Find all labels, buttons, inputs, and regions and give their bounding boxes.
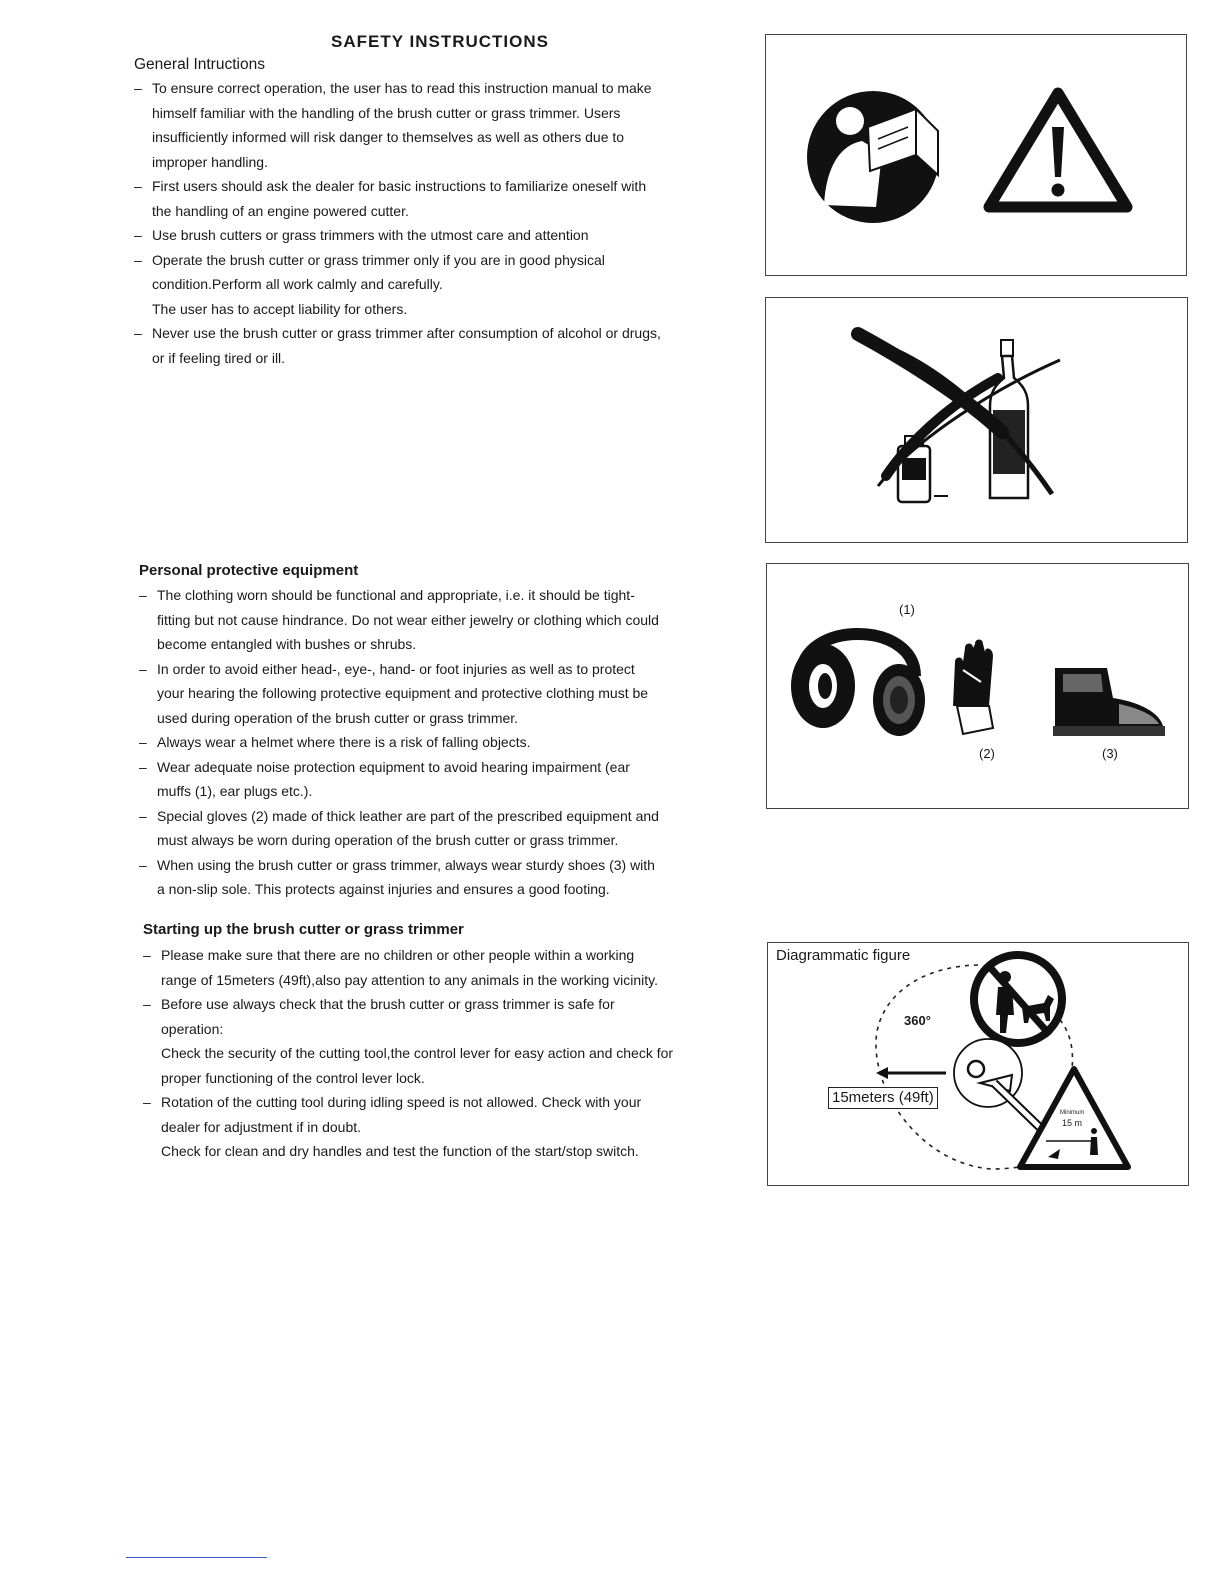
bullet-dash: – [139, 660, 147, 677]
sign-caption-label: Minimum [1060, 1110, 1085, 1116]
bullet-dash: – [139, 734, 147, 750]
working-range-diagram-panel [767, 942, 1189, 1186]
bullet-dash: – [139, 807, 147, 824]
page-title: SAFETY INSTRUCTIONS [331, 32, 549, 51]
list-item-line: Never use the brush cutter or grass trimmer after consumption of alcohol or drugs, [152, 325, 661, 341]
list-item [139, 657, 749, 731]
list-item-line: Operate the brush cutter or grass trimmer only if you are in good physical [152, 251, 605, 268]
boot-icon [1053, 668, 1165, 736]
ppe-heading: Personal protective equipment [139, 562, 359, 579]
list-item-line: First users should ask the dealer for basic instructions to familiarize oneself with [152, 178, 647, 194]
list-item [134, 248, 744, 322]
general-heading: General Intructions [134, 56, 265, 73]
list-item [143, 943, 753, 992]
list-item-line: Use brush cutters or grass trimmers with the utmost care and attention [152, 227, 589, 243]
bullet-dash: – [134, 251, 142, 268]
read-manual-icon [807, 91, 939, 223]
list-item-line: Wear adequate noise protection equipment to avoid hearing impairment (ear [157, 758, 630, 775]
list-item [139, 755, 749, 804]
list-item-line: must always be worn during operation of the brush cutter or grass trimmer. [157, 832, 619, 848]
list-item-line: To ensure correct operation, the user has to read this instruction manual to make [152, 80, 652, 96]
gloves-label: (2) [979, 746, 995, 761]
working-range-label: 15meters (49ft) [828, 1087, 938, 1109]
bullet-dash: – [134, 325, 142, 341]
list-item [139, 730, 749, 755]
list-item [134, 76, 744, 174]
list-item-line: When using the brush cutter or grass trimmer, always wear sturdy shoes (3) with [157, 856, 655, 873]
list-item-line: the handling of an engine powered cutter. [152, 202, 409, 219]
list-item-line: improper handling. [152, 153, 268, 170]
list-item [134, 174, 744, 223]
list-item-line: your hearing the following protective equipment and protective clothing must be [157, 685, 649, 701]
list-item [143, 992, 753, 1090]
ppe-panel [766, 563, 1189, 809]
list-item-line: proper functioning of the control lever lock. [161, 1069, 425, 1086]
list-item-line: Rotation of the cutting tool during idling speed is not allowed. Check with your [161, 1094, 642, 1110]
glove-icon [953, 640, 993, 735]
list-item-line: Check for clean and dry handles and test the function of the start/stop switch. [161, 1143, 639, 1159]
bullet-dash: – [139, 587, 147, 603]
bullet-dash: – [139, 856, 147, 873]
ear-muffs-label: (1) [899, 602, 915, 617]
list-item-line: or if feeling tired or ill. [152, 349, 286, 366]
bullet-dash: – [143, 1094, 151, 1110]
bullet-dash: – [139, 758, 147, 775]
warning-triangle-icon [989, 93, 1127, 207]
general-list [134, 76, 744, 370]
no-alcohol-panel [765, 297, 1188, 543]
list-item-line: used during operation of the brush cutter or grass trimmer. [157, 709, 519, 726]
list-item-line: In order to avoid either head-, eye-, hand- or foot injuries as well as to protect [157, 660, 635, 677]
list-item-line: become entangled with bushes or shrubs. [157, 636, 417, 652]
range-arrow [876, 1067, 946, 1079]
footer-rule [126, 1557, 267, 1558]
list-item-line: Check the security of the cutting tool,the control lever for easy action and check for [161, 1045, 674, 1061]
startup-list [143, 943, 753, 1164]
bullet-dash: – [143, 996, 151, 1012]
bullet-dash: – [143, 947, 151, 963]
read-manual-warning-panel [765, 34, 1187, 276]
list-item-line: himself familiar with the handling of the brush cutter or grass trimmer. Users [152, 104, 621, 121]
shoes-label: (3) [1102, 746, 1118, 761]
list-item-line: Please make sure that there are no children or other people within a working [161, 947, 635, 963]
ppe-list [139, 583, 749, 902]
list-item-line: dealer for adjustment if in doubt. [161, 1118, 362, 1135]
ear-muffs-icon [791, 634, 925, 736]
bullet-dash: – [134, 80, 142, 96]
bullet-dash: – [134, 227, 142, 243]
list-item-line: insufficiently informed will risk danger to themselves as well as others due to [152, 129, 625, 145]
prohibition-cross-icon [858, 334, 1060, 494]
diagram-title: Diagrammatic figure [776, 947, 911, 964]
list-item-line: fitting but not cause hindrance. Do not wear either jewelry or clothing which could [157, 611, 659, 628]
list-item-line: The clothing worn should be functional and appropriate, i.e. it should be tight- [157, 587, 635, 603]
list-item-line: range of 15meters (49ft),also pay attention to any animals in the working vicinity. [161, 971, 658, 988]
list-item-line: Special gloves (2) made of thick leather are part of the prescribed equipment and [157, 807, 659, 824]
list-item-line: condition.Perform all work calmly and carefully. [152, 276, 443, 292]
list-item [134, 223, 744, 248]
list-item-line: Before use always check that the brush cutter or grass trimmer is safe for [161, 996, 615, 1012]
list-item [139, 853, 749, 902]
list-item-line: Always wear a helmet where there is a risk of falling objects. [157, 734, 531, 750]
rotation-angle-label: 360° [904, 1013, 931, 1028]
list-item-line: a non-slip sole. This protects against injuries and ensures a good footing. [157, 881, 610, 897]
startup-heading: Starting up the brush cutter or grass trimmer [143, 921, 464, 938]
list-item-line: operation: [161, 1020, 224, 1037]
list-item [143, 1090, 753, 1164]
list-item [134, 321, 744, 370]
bullet-dash: – [134, 178, 142, 194]
no-people-animals-icon [974, 955, 1062, 1043]
list-item [139, 804, 749, 853]
sign-distance-label: 15 m [1062, 1118, 1083, 1128]
list-item-line: The user has to accept liability for others. [152, 300, 408, 317]
list-item [139, 583, 749, 657]
list-item-line: muffs (1), ear plugs etc.). [157, 783, 313, 799]
